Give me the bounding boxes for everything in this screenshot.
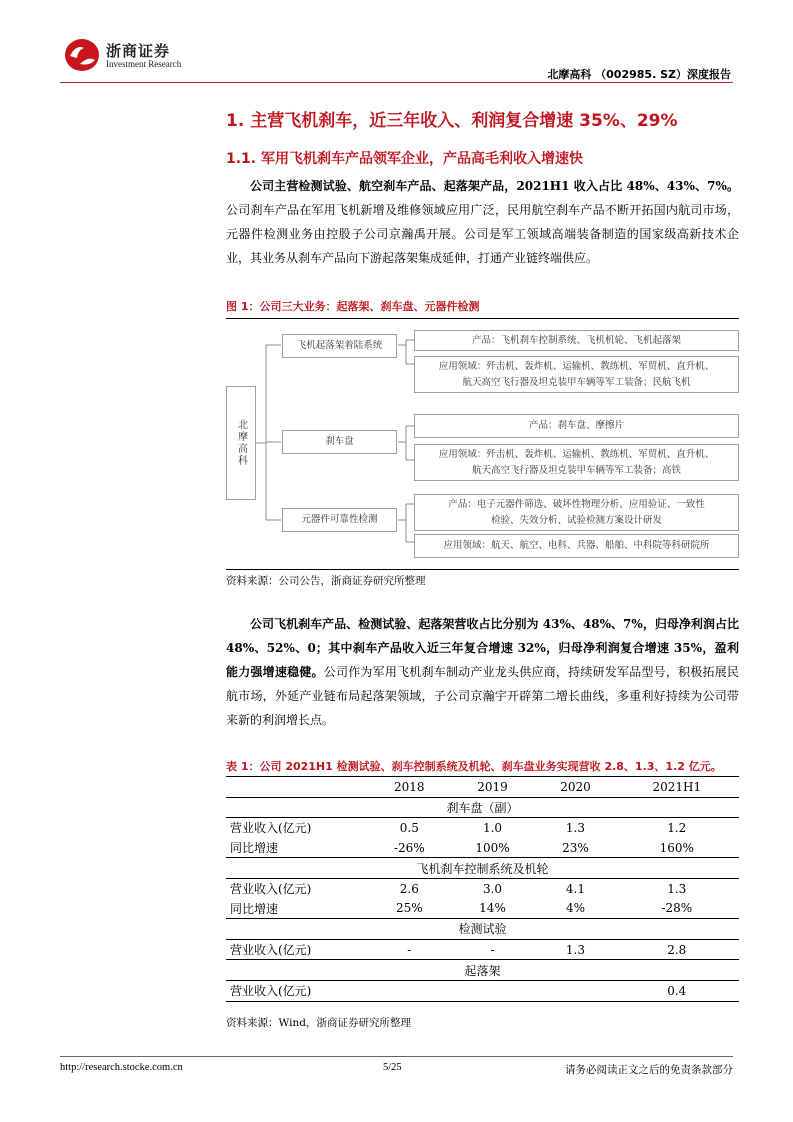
year-header: 2019	[449, 777, 537, 798]
root-label: 北摩高科	[235, 419, 247, 467]
paragraph-1-body: 公司刹车产品在军用飞机新增及维修领域应用广泛，民用航空刹车产品不断开拓国内航司市场，元器件检测业务由控股子公司京瀚禹开展。公司是军工领域高端装备制造的国家级高新技术企业，其业务从刹车产品向下游起落架集成延伸，打通产业链终端供应。	[226, 203, 739, 265]
table-row: 同比增速 -26% 100% 23% 160%	[226, 838, 739, 858]
table-row: 营业收入(亿元) 0.4	[226, 980, 739, 1001]
figure-top-rule	[226, 318, 739, 319]
leaf-node: 应用领域：航天、航空、电科、兵器、船舶、中科院等科研院所	[414, 534, 739, 558]
year-header: 2021H1	[615, 777, 739, 798]
table-row: 营业收入(亿元) 0.5 1.0 1.3 1.2	[230, 820, 687, 836]
table-row: 营业收入(亿元) - - 1.3 2.8	[226, 939, 739, 960]
leaf-node: 产品：刹车盘、摩擦片	[414, 414, 739, 438]
logo-subtext: Investment Research	[106, 59, 182, 69]
table-section-row: 检测试验	[226, 919, 739, 940]
paragraph-1	[226, 174, 739, 270]
table-source: 资料来源：Wind，浙商证券研究所整理	[226, 1017, 411, 1029]
branch-label: 元器件可靠性检测	[301, 514, 378, 525]
table-row: 营业收入(亿元) 2.6 3.0 4.1 1.3	[230, 881, 687, 897]
logo-icon	[62, 34, 102, 74]
footer-disclaimer: 请务必阅读正文之后的免责条款部分	[565, 1064, 733, 1076]
year-header: 2018	[370, 777, 449, 798]
footer-url[interactable]: http://research.stocke.com.cn	[60, 1062, 183, 1073]
paragraph-2	[226, 612, 739, 732]
leaf-node: 应用领域：歼击机、轰炸机、运输机、教练机、军贸机、直升机、航天高空飞行器及坦克装甲车辆等军工装备；民航飞机	[414, 356, 739, 393]
figure-source: 资料来源：公司公告，浙商证券研究所整理	[226, 575, 426, 587]
table-title: 表 1：公司 2021H1 检测试验、刹车控制系统及机轮、刹车盘业务实现营收 2.8、1.3、1.2 亿元。	[226, 760, 722, 773]
footer-divider	[60, 1056, 733, 1057]
leaf-node: 产品：飞机刹车控制系统、飞机机轮、飞机起落架	[414, 330, 739, 351]
subsection-heading: 1.1. 军用飞机刹车产品领军企业，产品高毛利收入增速快	[226, 151, 583, 167]
paragraph-1-lead: 公司主营检测试验、航空刹车产品、起落架产品，2021H1 收入占比 48%、43%、7%。	[250, 179, 739, 193]
paragraph-2-lead: 公司飞机刹车产品、检测试验、起落架营收占比分别为 43%、48%、7%，归母净利润占比 48%、52%、0；其中刹车产品收入近三年复合增速 32%，归母净利润复合增速 35%，盈利能力强增速稳健。	[226, 617, 739, 679]
header-divider	[60, 82, 733, 83]
leaf-node: 应用领域：歼击机、轰炸机、运输机、教练机、军贸机、直升机、航天高空飞行器及坦克装甲车辆等军工装备；高铁	[414, 444, 739, 481]
leaf-node: 产品：电子元器件筛选、破坏性物理分析、应用验证、一致性检验、失效分析、试验检测方案设计研发	[414, 494, 739, 531]
figure-title: 图 1：公司三大业务：起落架、刹车盘、元器件检测	[226, 300, 480, 313]
branch-brake-disc	[282, 430, 397, 454]
table-section-row: 飞机刹车控制系统及机轮	[226, 858, 739, 879]
branch-label: 飞机起落架着陆系统	[296, 340, 383, 351]
revenue-table	[226, 776, 739, 1002]
table-header-row	[226, 777, 739, 798]
table-section-row: 刹车盘（副）	[226, 797, 739, 818]
branch-label: 刹车盘	[325, 436, 354, 447]
page-number: 5/25	[383, 1062, 402, 1073]
branch-component-test	[282, 508, 397, 532]
table-row: 同比增速 25% 14% 4% -28%	[226, 899, 739, 919]
logo-text: 浙商证券	[106, 42, 171, 60]
branch-landing-gear	[282, 334, 397, 358]
section-heading: 1. 主营飞机刹车，近三年收入、利润复合增速 35%、29%	[226, 111, 678, 131]
figure-bottom-rule	[226, 569, 739, 570]
paragraph-2-body: 公司作为军用飞机刹车制动产业龙头供应商，持续研发军品型号，积极拓展民航市场，外延产业链布局起落架领域，子公司京瀚宇开辟第二增长曲线，多重利好持续为公司带来新的利润增长点。	[226, 665, 739, 727]
report-title: 北摩高科 （002985. SZ）深度报告	[547, 68, 731, 81]
table-section-row: 起落架	[226, 960, 739, 981]
year-header: 2020	[536, 777, 614, 798]
root-node	[226, 386, 256, 500]
